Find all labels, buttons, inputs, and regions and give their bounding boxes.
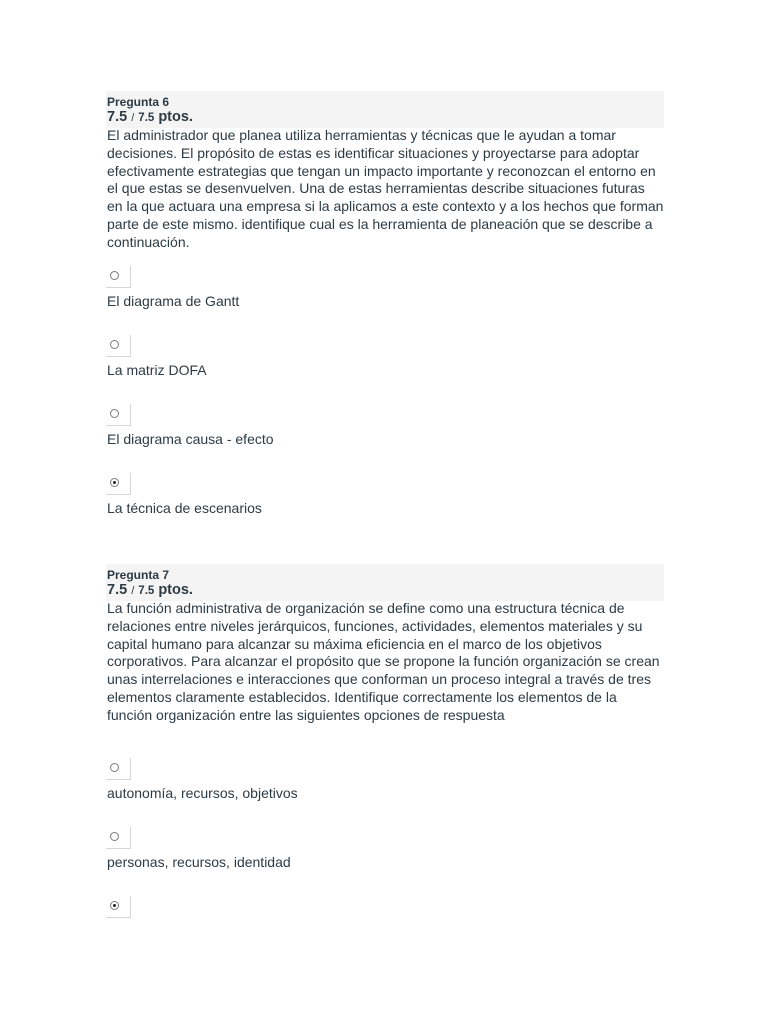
question-points bbox=[107, 109, 664, 127]
radio-container[interactable] bbox=[106, 758, 131, 780]
question-7 bbox=[106, 564, 664, 870]
answer-label: La técnica de escenarios bbox=[107, 500, 262, 516]
answer-label: El diagrama de Gantt bbox=[107, 293, 240, 309]
answer-label: La matriz DOFA bbox=[107, 362, 207, 378]
points-total: 7.5 bbox=[138, 112, 155, 124]
answer-label: personas, recursos, identidad bbox=[107, 854, 291, 870]
question-points bbox=[107, 582, 664, 600]
radio-container[interactable] bbox=[106, 335, 131, 357]
question-header bbox=[106, 564, 664, 601]
question-text: La función administrativa de organización se define como una estructura técnica de relaciones entre niveles jerárquicos, funciones, actividades, elementos materiales y su capital humano para alcanzar su máxima eficiencia en el marco de los objetivos corporativos. Para alcanzar el propósito que se propone la función organización se crean unas interrelaciones e interacciones que conforman un proceso integral a través de tres elementos claramente establecidos. Identifique correctamente los elementos de la función organización entre las siguientes opciones de respuesta bbox=[107, 600, 660, 723]
radio-button[interactable] bbox=[110, 271, 119, 280]
radio-button[interactable] bbox=[110, 340, 119, 349]
answer-label: El diagrama causa - efecto bbox=[107, 431, 274, 447]
question-title: Pregunta 7 bbox=[107, 568, 170, 582]
radio-button-selected[interactable] bbox=[110, 901, 119, 910]
radio-button[interactable] bbox=[110, 409, 119, 418]
points-unit: ptos. bbox=[158, 109, 193, 125]
question-title: Pregunta 6 bbox=[107, 95, 170, 109]
radio-container[interactable] bbox=[106, 473, 131, 495]
answer-label: autonomía, recursos, objetivos bbox=[107, 785, 298, 801]
radio-button-selected[interactable] bbox=[110, 478, 119, 487]
radio-button[interactable] bbox=[110, 832, 119, 841]
points-slash: / bbox=[131, 585, 135, 597]
points-unit: ptos. bbox=[158, 582, 193, 598]
question-text: El administrador que planea utiliza herramientas y técnicas que le ayudan a tomar decisiones. El propósito de estas es identificar situaciones y proyectarse para adoptar efectivamente estrategias que tengan un impacto importante y reconozcan el entorno en el que estas se desenvuelven. Una de estas herramientas describe situaciones futuras en la que actuara una empresa si la aplicamos a este contexto y a los hechos que forman parte de este mismo. identifique cual es la herramienta de planeación que se describe a continuación. bbox=[107, 127, 664, 250]
radio-container[interactable] bbox=[106, 404, 131, 426]
points-score: 7.5 bbox=[107, 109, 128, 125]
question-header bbox=[106, 91, 664, 128]
points-slash: / bbox=[131, 112, 135, 124]
points-total: 7.5 bbox=[138, 585, 155, 597]
radio-container[interactable] bbox=[106, 896, 131, 918]
points-score: 7.5 bbox=[107, 582, 128, 598]
radio-button[interactable] bbox=[110, 763, 119, 772]
question-6 bbox=[106, 91, 664, 516]
radio-container[interactable] bbox=[106, 827, 131, 849]
radio-container[interactable] bbox=[106, 266, 131, 288]
